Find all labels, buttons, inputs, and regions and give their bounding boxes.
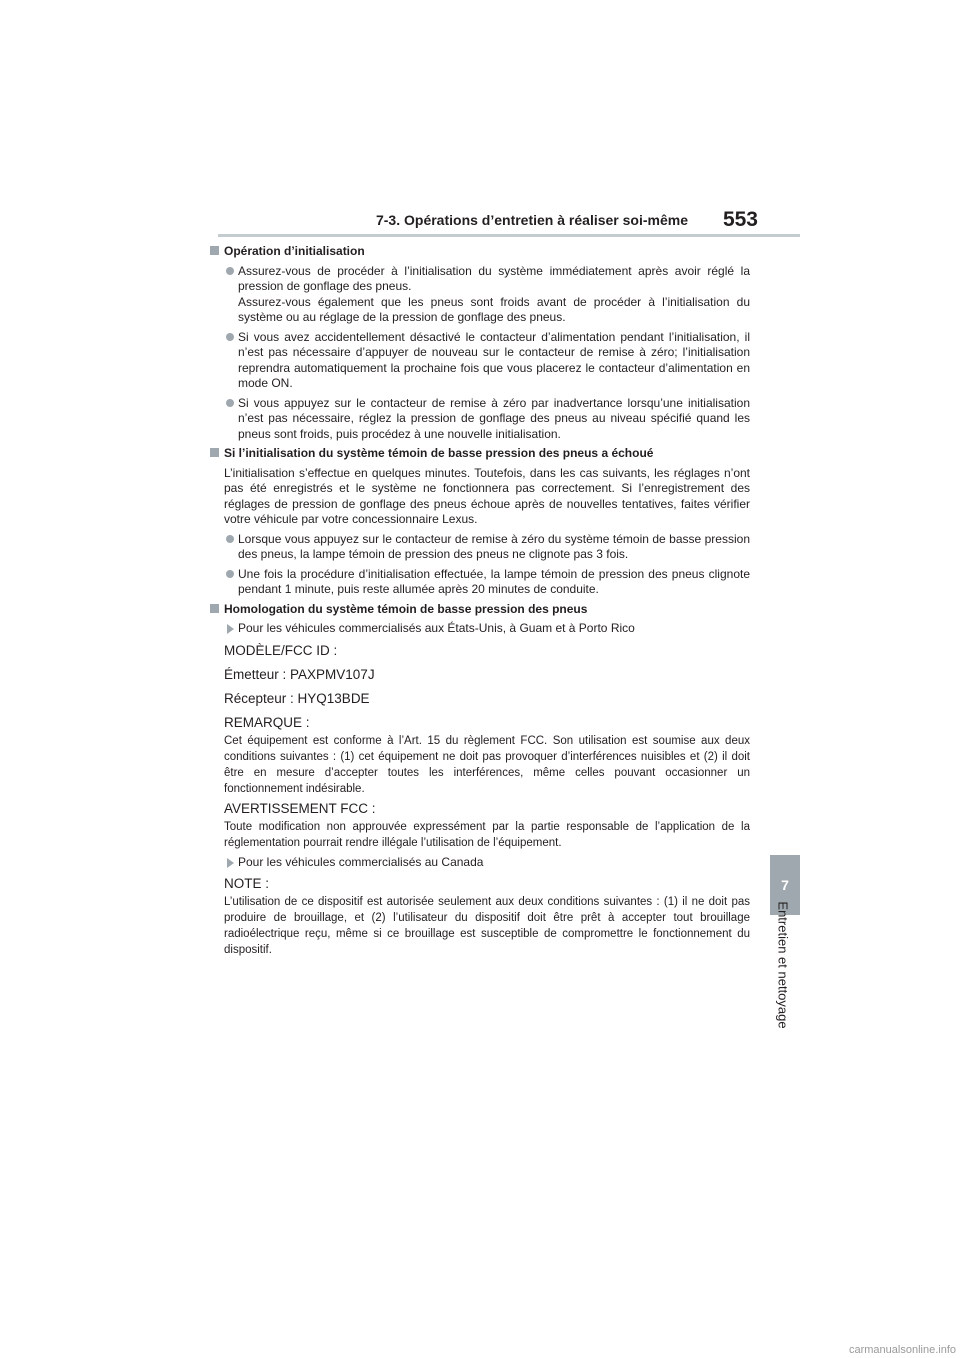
section-heading — [210, 244, 750, 260]
list-item — [210, 532, 750, 563]
list-item-text: Si vous appuyez sur le contacteur de remise à zéro par inadvertance lorsqu’une initialisation n’est pas nécessaire, réglez la pression de gonflage des pneus au niveau spécifié quand les pneus sont froids, puis procédez à une nouvelle initialisation. — [238, 395, 750, 441]
remark-title: REMARQUE : — [224, 714, 310, 730]
list-item-text: Si vous avez accidentellement désactivé le contacteur d’alimentation pendant l’initialisation, il n’est pas nécessaire d’appuyer de nouveau sur le contacteur de remise à zéro; l’initialisation reprendra automatiquement la prochaine fois que vous placerez le contacteur d’alimentation en mode ON. — [238, 329, 750, 390]
sub-label — [210, 621, 750, 637]
page-header — [218, 204, 800, 237]
list-item-text: Assurez-vous de procéder à l’initialisation du système immédiatement après avoir réglé la pression de gonflage des pneus. — [238, 263, 750, 293]
sub-label-text: Pour les véhicules commercialisés aux États-Unis, à Guam et à Porto Rico — [238, 621, 635, 635]
circle-bullet-icon — [226, 333, 234, 341]
section-heading — [210, 446, 750, 462]
receiver-line: Récepteur : HYQ13BDE — [224, 690, 370, 706]
square-bullet-icon — [210, 448, 219, 457]
list-item — [210, 330, 750, 392]
warning-text: Toute modification non approuvée expressément par la partie responsable de l’application de la réglementation pourrait rendre illégale l’utilisation de l’équipement. — [224, 820, 750, 849]
circle-bullet-icon — [226, 399, 234, 407]
circle-bullet-icon — [226, 570, 234, 578]
square-bullet-icon — [210, 604, 219, 613]
triangle-arrow-icon — [227, 624, 234, 634]
heading-text: Si l’initialisation du système témoin de basse pression des pneus a échoué — [224, 446, 654, 460]
page-content — [210, 244, 750, 960]
heading-text: Homologation du système témoin de basse pression des pneus — [224, 601, 588, 616]
list-item-text: Lorsque vous appuyez sur le contacteur de remise à zéro du système témoin de basse pression des pneus, la lampe témoin de pression des pneus ne clignote pas 3 fois. — [238, 531, 750, 561]
chapter-label: Entretien et nettoyage — [775, 901, 791, 1029]
list-item-text: Une fois la procédure d’initialisation effectuée, la lampe témoin de pression des pneus clignote pendant 1 minute, puis reste allumée après 20 minutes de conduite. — [238, 566, 750, 596]
section-heading — [210, 602, 750, 618]
sub-label — [210, 855, 750, 871]
triangle-arrow-icon — [227, 858, 234, 868]
square-bullet-icon — [210, 246, 219, 255]
remark-text: Cet équipement est conforme à l’Art. 15 du règlement FCC. Son utilisation est soumise aux deux conditions suivantes : (1) cet équipement ne doit pas provoquer d’interférences nuisibles et (2) il doit être en mesure d’accepter toutes les interférences, même celles pouvant occasionner un fonctionnement indésirable. — [224, 734, 750, 795]
circle-bullet-icon — [226, 535, 234, 543]
watermark: carmanualsonline.info — [848, 1344, 956, 1356]
page-number: 553 — [722, 208, 758, 231]
circle-bullet-icon — [226, 267, 234, 275]
heading-text: Opération d’initialisation — [224, 244, 365, 258]
list-item — [210, 567, 750, 598]
chapter-side-label — [763, 865, 803, 1065]
sub-label-text: Pour les véhicules commercialisés au Canada — [238, 854, 484, 869]
list-item — [210, 396, 750, 443]
chapter-number: 7 — [781, 877, 789, 893]
transmitter-line: Émetteur : PAXPMV107J — [224, 666, 375, 682]
warning-title: AVERTISSEMENT FCC : — [224, 800, 376, 816]
section-title: 7-3. Opérations d’entretien à réaliser soi-même — [375, 212, 688, 228]
list-item — [210, 264, 750, 326]
list-item-text: Assurez-vous également que les pneus sont froids avant de procéder à l’initialisation du système ou au réglage de la pression de gonflage des pneus. — [238, 294, 750, 324]
paragraph-text: L’initialisation s’effectue en quelques minutes. Toutefois, dans les cas suivants, les réglages n’ont pas été enregistrés et le système ne fonctionnera pas correctement. Si l’enregistrement des réglages de pression de gonflage des pneus échoue après de nouvelles tentatives, faites vérifier votre véhicule par votre concessionnaire Lexus. — [224, 465, 750, 526]
note-text: L’utilisation de ce dispositif est autorisée seulement aux deux conditions suivantes : (1) il ne doit pas produire de brouillage, et (2) l’utilisateur du dispositif doit être prêt à accepter tout brouillage radioélectrique reçu, même si ce brouillage est susceptible de compromettre le fonctionnement du dispositif. — [224, 896, 750, 956]
paragraph — [210, 466, 750, 528]
note-title: NOTE : — [224, 876, 270, 891]
model-line: MODÈLE/FCC ID : — [224, 642, 338, 658]
